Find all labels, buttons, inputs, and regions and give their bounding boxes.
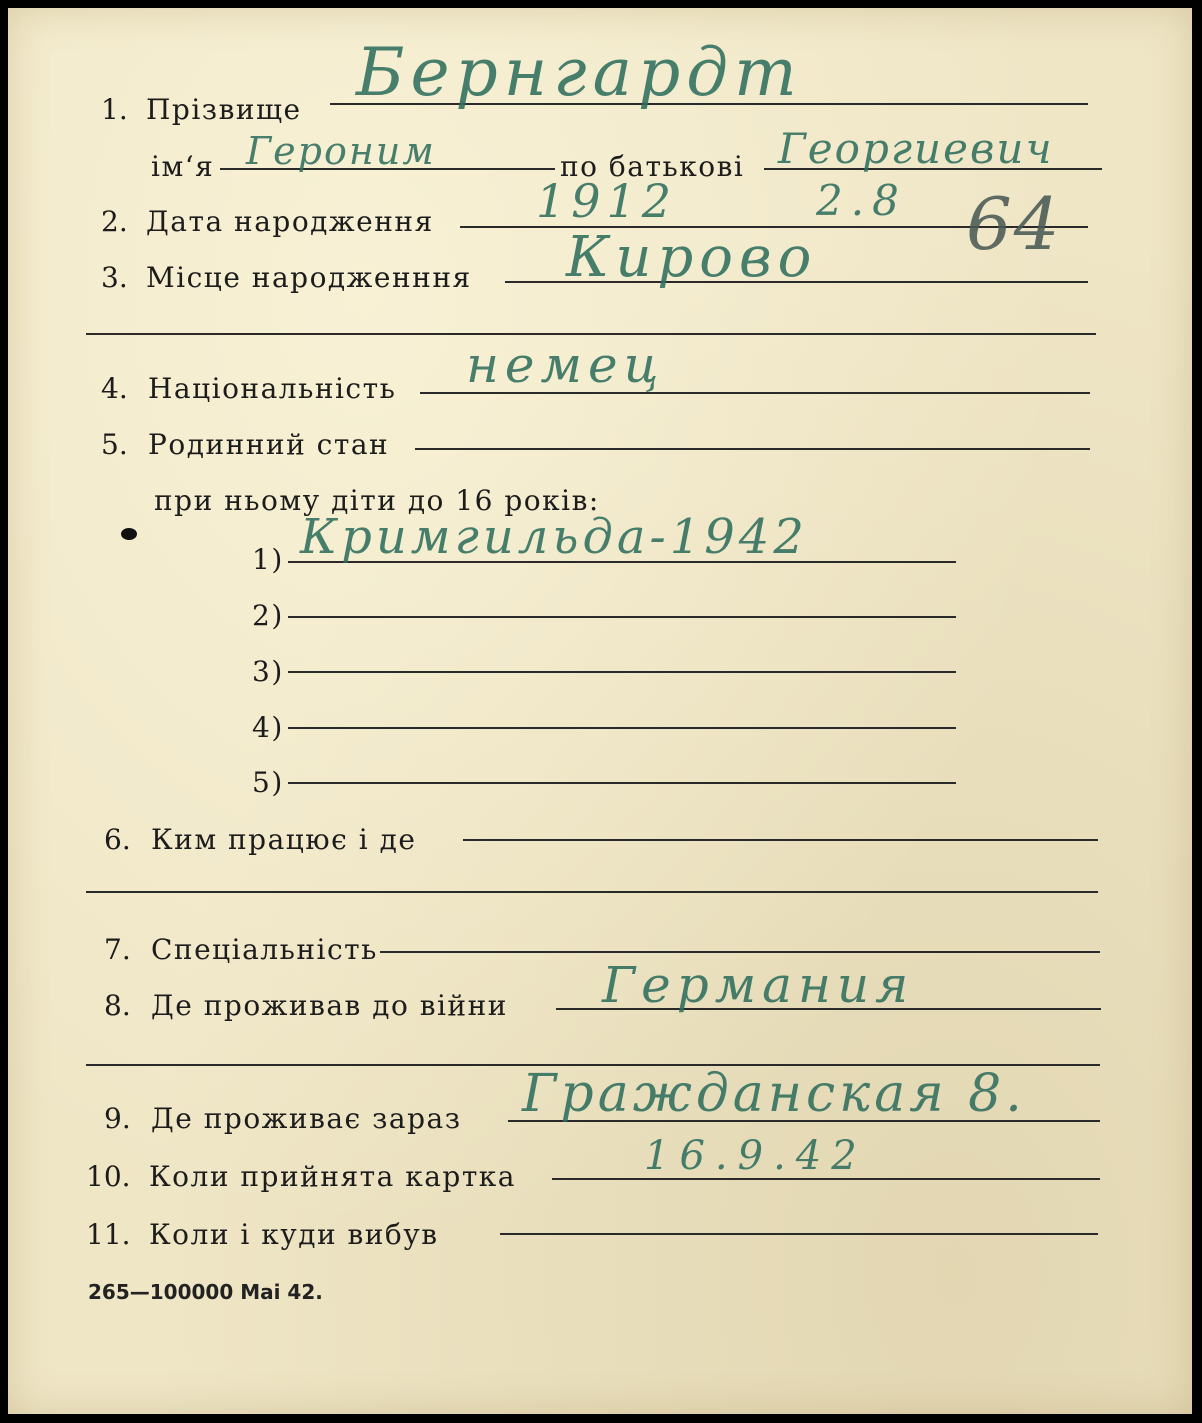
punch-hole bbox=[121, 528, 137, 540]
child-1-handwritten: Кримгильда-1942 bbox=[300, 509, 808, 565]
item-number-1: 1. bbox=[101, 93, 128, 126]
family-status-line bbox=[415, 448, 1090, 450]
specialty-label: Спеціальність bbox=[151, 933, 378, 966]
specialty-line bbox=[380, 951, 1100, 953]
current-residence-handwritten: Гражданская 8. bbox=[522, 1064, 1026, 1124]
item-number-8: 8. bbox=[104, 989, 131, 1022]
work-label: Ким працює і де bbox=[151, 823, 417, 856]
item-number-9: 9. bbox=[104, 1102, 131, 1135]
item-number-7: 7. bbox=[104, 933, 131, 966]
work-line bbox=[463, 839, 1098, 841]
card-accepted-label: Коли прийнята картка bbox=[149, 1160, 516, 1193]
birth-year-handwritten: 1912 bbox=[536, 174, 678, 228]
name-handwritten: Героним bbox=[246, 129, 436, 173]
child-slot-1: 1) bbox=[252, 543, 284, 576]
card-accepted-handwritten: 16.9.42 bbox=[644, 1133, 867, 1179]
child-slot-5: 5) bbox=[252, 766, 284, 799]
current-residence-label: Де проживає зараз bbox=[151, 1102, 462, 1135]
birth-place-handwritten: Кирово bbox=[566, 225, 818, 290]
birth-daymonth-handwritten: 2.8 bbox=[816, 176, 907, 225]
patronymic-label: по батькові bbox=[560, 150, 745, 183]
nationality-label: Національність bbox=[148, 372, 397, 405]
family-status-label: Родинний стан bbox=[148, 428, 390, 461]
child-line-5 bbox=[288, 782, 956, 784]
prewar-residence-label: Де проживав до війни bbox=[151, 989, 508, 1022]
item-number-6: 6. bbox=[104, 823, 131, 856]
nationality-handwritten: немец bbox=[466, 336, 665, 394]
item-number-4: 4. bbox=[101, 372, 128, 405]
child-line-4 bbox=[288, 727, 956, 729]
birth-place-label: Місце народженння bbox=[146, 261, 472, 294]
surname-label: Прізвище bbox=[146, 93, 302, 126]
item-number-11: 11. bbox=[86, 1218, 131, 1251]
name-label: ім‘я bbox=[151, 150, 215, 183]
surname-handwritten: Бернгардт bbox=[356, 34, 803, 111]
children-label: при ньому діти до 16 років: bbox=[154, 484, 600, 517]
work-extra-line bbox=[86, 891, 1098, 893]
departure-line bbox=[500, 1233, 1098, 1235]
child-slot-4: 4) bbox=[252, 711, 284, 744]
patronymic-handwritten: Георгиевич bbox=[778, 124, 1054, 173]
item-number-2: 2. bbox=[101, 205, 128, 238]
birth-date-label: Дата народження bbox=[146, 205, 434, 238]
registration-card bbox=[8, 8, 1192, 1414]
departure-label: Коли і куди вибув bbox=[149, 1218, 439, 1251]
child-slot-3: 3) bbox=[252, 655, 284, 688]
birth-place-extra-line bbox=[86, 333, 1096, 335]
child-line-2 bbox=[288, 616, 956, 618]
print-code: 265—100000 Mai 42. bbox=[88, 1280, 323, 1304]
prewar-residence-handwritten: Германия bbox=[602, 956, 915, 1014]
item-number-10: 10. bbox=[86, 1160, 131, 1193]
child-slot-2: 2) bbox=[252, 599, 284, 632]
item-number-3: 3. bbox=[101, 261, 128, 294]
margin-number-handwritten: 64 bbox=[966, 182, 1062, 266]
child-line-3 bbox=[288, 671, 956, 673]
item-number-5: 5. bbox=[101, 428, 128, 461]
